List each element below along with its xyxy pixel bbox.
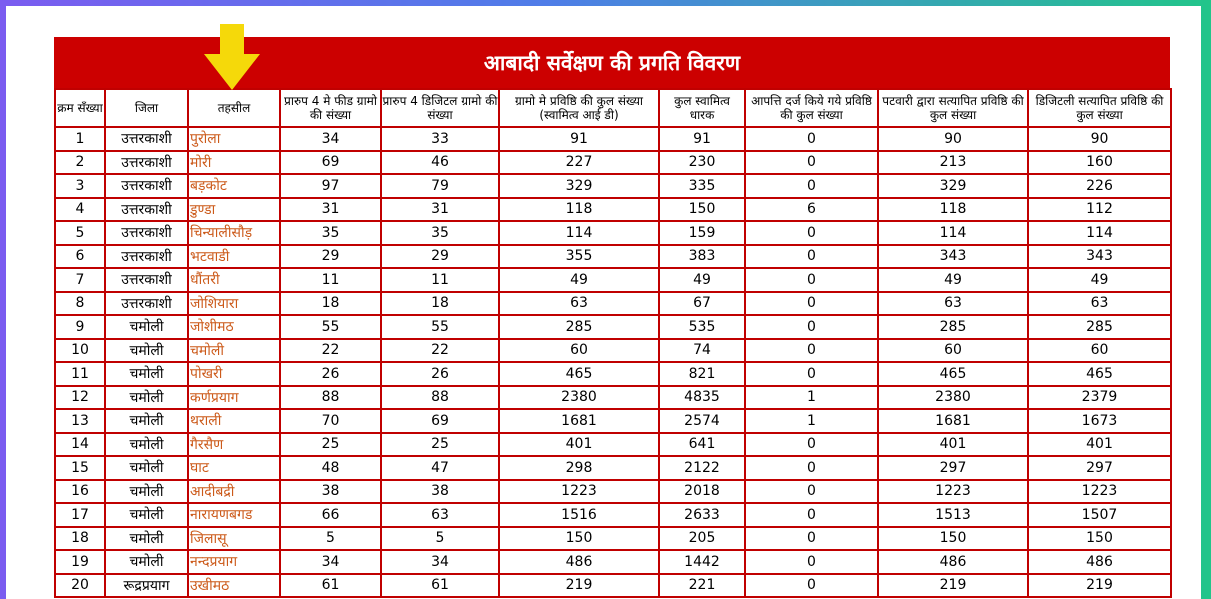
cell-objections: 0 xyxy=(745,574,878,598)
cell-tehsil: उखीमठ xyxy=(188,574,280,598)
cell-patwari-verified: 118 xyxy=(878,198,1028,222)
cell-entries-total: 63 xyxy=(499,292,659,316)
cell-objections: 0 xyxy=(745,221,878,245)
cell-district: उत्तरकाशी xyxy=(105,151,188,175)
header-patwari-verified: पटवारी द्वारा सत्यापित प्रविष्ठि की कुल संख्या xyxy=(878,89,1028,127)
cell-form4-feed: 34 xyxy=(280,550,381,574)
cell-form4-digital: 34 xyxy=(381,550,499,574)
header-form4-digital: प्रारुप 4 डिजिटल ग्रामो की संख्या xyxy=(381,89,499,127)
cell-sno: 9 xyxy=(55,315,105,339)
cell-form4-digital: 25 xyxy=(381,433,499,457)
cell-owners-total: 2574 xyxy=(659,409,745,433)
cell-patwari-verified: 60 xyxy=(878,339,1028,363)
cell-tehsil: जोशियारा xyxy=(188,292,280,316)
cell-owners-total: 221 xyxy=(659,574,745,598)
cell-digital-verified: 160 xyxy=(1028,151,1171,175)
header-row xyxy=(55,89,1171,127)
cell-form4-digital: 79 xyxy=(381,174,499,198)
cell-district: चमोली xyxy=(105,433,188,457)
cell-objections: 0 xyxy=(745,339,878,363)
cell-sno: 18 xyxy=(55,527,105,551)
cell-form4-digital: 63 xyxy=(381,503,499,527)
cell-owners-total: 383 xyxy=(659,245,745,269)
cell-district: चमोली xyxy=(105,527,188,551)
cell-entries-total: 227 xyxy=(499,151,659,175)
cell-patwari-verified: 219 xyxy=(878,574,1028,598)
table-row xyxy=(55,315,1171,339)
cell-form4-digital: 46 xyxy=(381,151,499,175)
cell-digital-verified: 60 xyxy=(1028,339,1171,363)
table-row xyxy=(55,292,1171,316)
table-row xyxy=(55,480,1171,504)
table-row xyxy=(55,550,1171,574)
cell-digital-verified: 486 xyxy=(1028,550,1171,574)
cell-sno: 7 xyxy=(55,268,105,292)
cell-digital-verified: 1223 xyxy=(1028,480,1171,504)
cell-district: उत्तरकाशी xyxy=(105,221,188,245)
cell-owners-total: 67 xyxy=(659,292,745,316)
cell-digital-verified: 465 xyxy=(1028,362,1171,386)
cell-form4-feed: 97 xyxy=(280,174,381,198)
cell-district: चमोली xyxy=(105,480,188,504)
cell-form4-feed: 31 xyxy=(280,198,381,222)
table-row xyxy=(55,503,1171,527)
cell-entries-total: 114 xyxy=(499,221,659,245)
header-objections: आपत्ति दर्ज किये गये प्रविष्ठि की कुल संख्या xyxy=(745,89,878,127)
cell-form4-feed: 29 xyxy=(280,245,381,269)
cell-objections: 6 xyxy=(745,198,878,222)
cell-district: उत्तरकाशी xyxy=(105,198,188,222)
cell-owners-total: 641 xyxy=(659,433,745,457)
cell-form4-digital: 11 xyxy=(381,268,499,292)
cell-objections: 0 xyxy=(745,362,878,386)
cell-district: चमोली xyxy=(105,339,188,363)
cell-form4-feed: 88 xyxy=(280,386,381,410)
cell-district: उत्तरकाशी xyxy=(105,292,188,316)
cell-tehsil: कर्णप्रयाग xyxy=(188,386,280,410)
cell-owners-total: 2122 xyxy=(659,456,745,480)
cell-sno: 14 xyxy=(55,433,105,457)
table-row xyxy=(55,433,1171,457)
cell-entries-total: 298 xyxy=(499,456,659,480)
cell-patwari-verified: 329 xyxy=(878,174,1028,198)
cell-digital-verified: 219 xyxy=(1028,574,1171,598)
cell-sno: 1 xyxy=(55,127,105,151)
cell-form4-digital: 26 xyxy=(381,362,499,386)
cell-form4-feed: 38 xyxy=(280,480,381,504)
cell-objections: 0 xyxy=(745,456,878,480)
cell-form4-digital: 18 xyxy=(381,292,499,316)
cell-digital-verified: 49 xyxy=(1028,268,1171,292)
cell-form4-feed: 66 xyxy=(280,503,381,527)
cell-owners-total: 335 xyxy=(659,174,745,198)
cell-district: चमोली xyxy=(105,456,188,480)
cell-form4-digital: 29 xyxy=(381,245,499,269)
cell-district: उत्तरकाशी xyxy=(105,174,188,198)
cell-digital-verified: 114 xyxy=(1028,221,1171,245)
cell-owners-total: 49 xyxy=(659,268,745,292)
down-arrow-icon xyxy=(202,24,262,92)
cell-objections: 1 xyxy=(745,409,878,433)
cell-patwari-verified: 90 xyxy=(878,127,1028,151)
cell-district: रूद्रप्रयाग xyxy=(105,574,188,598)
cell-form4-digital: 55 xyxy=(381,315,499,339)
cell-entries-total: 355 xyxy=(499,245,659,269)
cell-form4-feed: 5 xyxy=(280,527,381,551)
cell-form4-digital: 35 xyxy=(381,221,499,245)
cell-tehsil: मोरी xyxy=(188,151,280,175)
cell-digital-verified: 2379 xyxy=(1028,386,1171,410)
cell-patwari-verified: 285 xyxy=(878,315,1028,339)
cell-sno: 4 xyxy=(55,198,105,222)
header-digital-verified: डिजिटली सत्यापित प्रविष्ठि की कुल संख्या xyxy=(1028,89,1171,127)
cell-owners-total: 821 xyxy=(659,362,745,386)
cell-entries-total: 465 xyxy=(499,362,659,386)
cell-district: उत्तरकाशी xyxy=(105,268,188,292)
cell-owners-total: 535 xyxy=(659,315,745,339)
cell-entries-total: 49 xyxy=(499,268,659,292)
cell-patwari-verified: 486 xyxy=(878,550,1028,574)
table-row xyxy=(55,386,1171,410)
cell-owners-total: 4835 xyxy=(659,386,745,410)
cell-patwari-verified: 343 xyxy=(878,245,1028,269)
cell-form4-digital: 33 xyxy=(381,127,499,151)
cell-form4-feed: 34 xyxy=(280,127,381,151)
cell-form4-digital: 31 xyxy=(381,198,499,222)
cell-tehsil: डुण्डा xyxy=(188,198,280,222)
cell-entries-total: 150 xyxy=(499,527,659,551)
cell-district: चमोली xyxy=(105,386,188,410)
table-row xyxy=(55,198,1171,222)
cell-sno: 16 xyxy=(55,480,105,504)
cell-form4-digital: 61 xyxy=(381,574,499,598)
cell-form4-digital: 38 xyxy=(381,480,499,504)
table-row xyxy=(55,127,1171,151)
cell-owners-total: 74 xyxy=(659,339,745,363)
cell-digital-verified: 150 xyxy=(1028,527,1171,551)
cell-objections: 1 xyxy=(745,386,878,410)
cell-patwari-verified: 2380 xyxy=(878,386,1028,410)
cell-district: चमोली xyxy=(105,315,188,339)
cell-district: चमोली xyxy=(105,550,188,574)
cell-patwari-verified: 1681 xyxy=(878,409,1028,433)
cell-objections: 0 xyxy=(745,433,878,457)
cell-patwari-verified: 1513 xyxy=(878,503,1028,527)
cell-district: चमोली xyxy=(105,503,188,527)
header-tehsil: तहसील xyxy=(188,89,280,127)
cell-district: उत्तरकाशी xyxy=(105,245,188,269)
cell-sno: 10 xyxy=(55,339,105,363)
cell-entries-total: 91 xyxy=(499,127,659,151)
cell-tehsil: धौंतरी xyxy=(188,268,280,292)
cell-patwari-verified: 297 xyxy=(878,456,1028,480)
cell-form4-feed: 61 xyxy=(280,574,381,598)
cell-owners-total: 2018 xyxy=(659,480,745,504)
table-row xyxy=(55,151,1171,175)
cell-owners-total: 205 xyxy=(659,527,745,551)
cell-objections: 0 xyxy=(745,292,878,316)
table-row xyxy=(55,456,1171,480)
cell-tehsil: पोखरी xyxy=(188,362,280,386)
cell-entries-total: 285 xyxy=(499,315,659,339)
cell-tehsil: चिन्यालीसौड़ xyxy=(188,221,280,245)
cell-form4-digital: 47 xyxy=(381,456,499,480)
cell-digital-verified: 226 xyxy=(1028,174,1171,198)
cell-patwari-verified: 213 xyxy=(878,151,1028,175)
cell-district: चमोली xyxy=(105,362,188,386)
cell-patwari-verified: 49 xyxy=(878,268,1028,292)
table-row xyxy=(55,527,1171,551)
cell-objections: 0 xyxy=(745,503,878,527)
cell-objections: 0 xyxy=(745,527,878,551)
table-row xyxy=(55,362,1171,386)
cell-tehsil: बड़कोट xyxy=(188,174,280,198)
table-row xyxy=(55,245,1171,269)
cell-sno: 13 xyxy=(55,409,105,433)
cell-owners-total: 150 xyxy=(659,198,745,222)
cell-form4-digital: 5 xyxy=(381,527,499,551)
cell-form4-feed: 55 xyxy=(280,315,381,339)
cell-sno: 6 xyxy=(55,245,105,269)
cell-district: चमोली xyxy=(105,409,188,433)
cell-objections: 0 xyxy=(745,480,878,504)
cell-digital-verified: 90 xyxy=(1028,127,1171,151)
table-body xyxy=(55,127,1171,597)
cell-entries-total: 1681 xyxy=(499,409,659,433)
cell-form4-digital: 22 xyxy=(381,339,499,363)
cell-entries-total: 2380 xyxy=(499,386,659,410)
cell-sno: 17 xyxy=(55,503,105,527)
cell-digital-verified: 297 xyxy=(1028,456,1171,480)
cell-entries-total: 1516 xyxy=(499,503,659,527)
cell-digital-verified: 63 xyxy=(1028,292,1171,316)
cell-owners-total: 230 xyxy=(659,151,745,175)
cell-entries-total: 118 xyxy=(499,198,659,222)
cell-tehsil: जिलासू xyxy=(188,527,280,551)
page xyxy=(6,6,1201,599)
table-row xyxy=(55,574,1171,598)
cell-digital-verified: 285 xyxy=(1028,315,1171,339)
cell-form4-feed: 25 xyxy=(280,433,381,457)
cell-patwari-verified: 150 xyxy=(878,527,1028,551)
cell-form4-digital: 69 xyxy=(381,409,499,433)
cell-entries-total: 486 xyxy=(499,550,659,574)
cell-objections: 0 xyxy=(745,245,878,269)
cell-patwari-verified: 114 xyxy=(878,221,1028,245)
header-entries-total: ग्रामो मे प्रविष्ठि की कुल संख्या (स्वामित्व आई डी) xyxy=(499,89,659,127)
table-row xyxy=(55,409,1171,433)
cell-objections: 0 xyxy=(745,127,878,151)
cell-digital-verified: 1673 xyxy=(1028,409,1171,433)
cell-tehsil: भटवाडी xyxy=(188,245,280,269)
cell-form4-digital: 88 xyxy=(381,386,499,410)
cell-form4-feed: 35 xyxy=(280,221,381,245)
header-district: जिला xyxy=(105,89,188,127)
cell-digital-verified: 343 xyxy=(1028,245,1171,269)
cell-entries-total: 60 xyxy=(499,339,659,363)
cell-objections: 0 xyxy=(745,174,878,198)
cell-sno: 12 xyxy=(55,386,105,410)
cell-sno: 3 xyxy=(55,174,105,198)
header-sno: क्रम सँख्या xyxy=(55,89,105,127)
cell-sno: 11 xyxy=(55,362,105,386)
cell-objections: 0 xyxy=(745,268,878,292)
cell-tehsil: आदीबद्री xyxy=(188,480,280,504)
cell-objections: 0 xyxy=(745,315,878,339)
cell-tehsil: जोशीमठ xyxy=(188,315,280,339)
table-row xyxy=(55,268,1171,292)
table-title: आबादी सर्वेक्षण की प्रगति विवरण xyxy=(54,37,1170,88)
cell-tehsil: नारायणबगड xyxy=(188,503,280,527)
table-row xyxy=(55,221,1171,245)
cell-tehsil: गैरसैण xyxy=(188,433,280,457)
cell-owners-total: 159 xyxy=(659,221,745,245)
cell-sno: 15 xyxy=(55,456,105,480)
cell-patwari-verified: 401 xyxy=(878,433,1028,457)
cell-tehsil: पुरोला xyxy=(188,127,280,151)
cell-tehsil: चमोली xyxy=(188,339,280,363)
progress-table-container xyxy=(54,37,1170,598)
cell-digital-verified: 112 xyxy=(1028,198,1171,222)
cell-digital-verified: 401 xyxy=(1028,433,1171,457)
cell-form4-feed: 26 xyxy=(280,362,381,386)
cell-form4-feed: 22 xyxy=(280,339,381,363)
cell-tehsil: नन्दप्रयाग xyxy=(188,550,280,574)
cell-form4-feed: 48 xyxy=(280,456,381,480)
cell-digital-verified: 1507 xyxy=(1028,503,1171,527)
cell-sno: 5 xyxy=(55,221,105,245)
cell-owners-total: 91 xyxy=(659,127,745,151)
cell-patwari-verified: 465 xyxy=(878,362,1028,386)
cell-form4-feed: 18 xyxy=(280,292,381,316)
cell-objections: 0 xyxy=(745,550,878,574)
cell-entries-total: 1223 xyxy=(499,480,659,504)
cell-objections: 0 xyxy=(745,151,878,175)
cell-entries-total: 401 xyxy=(499,433,659,457)
table-row xyxy=(55,174,1171,198)
cell-entries-total: 329 xyxy=(499,174,659,198)
cell-patwari-verified: 1223 xyxy=(878,480,1028,504)
header-owners-total: कुल स्वामित्व धारक xyxy=(659,89,745,127)
cell-patwari-verified: 63 xyxy=(878,292,1028,316)
cell-sno: 20 xyxy=(55,574,105,598)
cell-district: उत्तरकाशी xyxy=(105,127,188,151)
progress-table xyxy=(54,88,1172,598)
cell-tehsil: थराली xyxy=(188,409,280,433)
cell-sno: 19 xyxy=(55,550,105,574)
table-row xyxy=(55,339,1171,363)
cell-form4-feed: 70 xyxy=(280,409,381,433)
cell-owners-total: 2633 xyxy=(659,503,745,527)
header-form4-feed: प्रारुप 4 मे फीड ग्रामो की संख्या xyxy=(280,89,381,127)
cell-sno: 2 xyxy=(55,151,105,175)
cell-tehsil: घाट xyxy=(188,456,280,480)
cell-owners-total: 1442 xyxy=(659,550,745,574)
cell-form4-feed: 11 xyxy=(280,268,381,292)
cell-form4-feed: 69 xyxy=(280,151,381,175)
cell-entries-total: 219 xyxy=(499,574,659,598)
cell-sno: 8 xyxy=(55,292,105,316)
